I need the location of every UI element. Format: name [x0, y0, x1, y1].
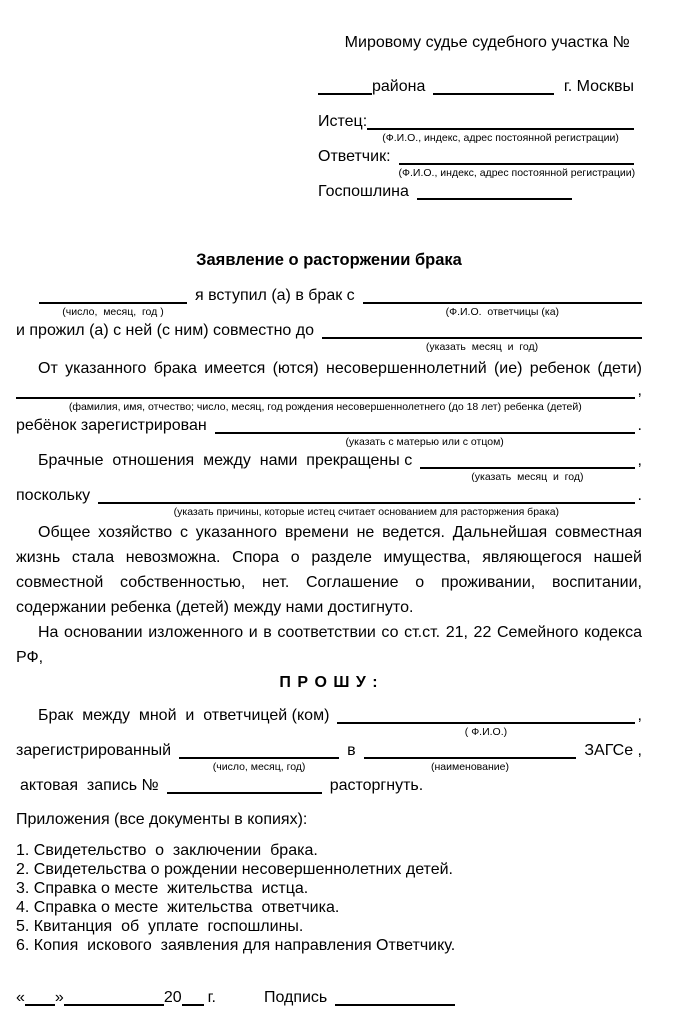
child-registered-period: .: [637, 417, 642, 434]
reason-caption: (указать причины, которые истец считает основанием для расторжения брака): [173, 506, 560, 518]
record-number-line: [16, 775, 642, 797]
signature-blank: [335, 1001, 455, 1006]
request-line1-comma: ,: [637, 707, 642, 724]
marriage-date-line: [16, 285, 642, 318]
attachment-item-4: 4. Справка о месте жительства ответчика.: [16, 899, 340, 916]
year-suffix: г.: [207, 989, 216, 1006]
year-prefix: 20: [163, 989, 182, 1006]
lived-until-blank: [322, 334, 642, 353]
plaintiff-label: Истец:: [318, 113, 368, 130]
defendant-line: [318, 146, 636, 179]
child-registered-caption: (указать с матерью или с отцом): [345, 436, 504, 448]
spouse-name-caption: (Ф.И.О. ответчицы (ка): [445, 306, 560, 318]
attachments-list: [16, 841, 642, 955]
relations-ended-caption: (указать месяц и год): [471, 471, 584, 483]
spouse-name-blank: [363, 299, 642, 318]
dissolve-text: расторгнуть.: [329, 777, 424, 794]
city-label: г. Москвы: [563, 78, 634, 95]
relations-ended-line: [16, 450, 642, 483]
district-line: [318, 76, 634, 98]
quote-close: »: [54, 989, 64, 1006]
reason-blank: [98, 499, 634, 518]
lived-until-caption: (указать месяц и год): [425, 341, 539, 353]
marriage-entered-text: я вступил (а) в брак с: [195, 287, 355, 304]
child-registered-line: [16, 415, 642, 448]
relations-ended-text: Брачные отношения между нами прекращены с: [38, 452, 413, 469]
zags-name-caption: (наименование): [430, 761, 509, 773]
relations-ended-comma: ,: [637, 452, 642, 469]
document-title: Заявление о расторжении брака: [196, 251, 462, 269]
children-names-blank: [16, 394, 635, 413]
signature-label: Подпись: [263, 989, 328, 1006]
month-blank: [64, 1001, 164, 1006]
children-statement-line: От указанного брака имеется (ются) несовершеннолетний (ие) ребенок (дети): [38, 360, 642, 377]
year-blank: [182, 1001, 204, 1006]
child-registered-text: ребёнок зарегистрирован: [16, 417, 207, 434]
child-registered-blank: [215, 429, 635, 448]
record-number-text: актовая запись №: [20, 777, 159, 794]
record-number-blank: [167, 789, 322, 794]
quote-open: «: [16, 989, 25, 1006]
relations-ended-blank: [420, 464, 634, 483]
lived-text: и прожил (а) с ней (с ним) совместно до: [16, 322, 315, 339]
day-blank: [25, 1001, 55, 1006]
defendant-caption: (Ф.И.О., индекс, адрес постоянной регистрации): [398, 167, 636, 179]
district-number-blank: [318, 90, 372, 95]
children-line-comma: ,: [637, 382, 642, 399]
plaintiff-caption: (Ф.И.О., индекс, адрес постоянной регистрации): [382, 132, 619, 144]
request-respondent-line: [16, 705, 642, 738]
request-registration-line: [16, 740, 642, 773]
district-label: района: [372, 78, 426, 95]
attachment-item-5: 5. Квитанция об уплате госпошлины.: [16, 918, 304, 935]
addressee-line: [318, 10, 634, 76]
state-fee-line: [318, 181, 634, 203]
attachment-item-3: 3. Справка о месте жительства истца.: [16, 880, 309, 897]
respondent-name-blank: [337, 719, 634, 738]
reason-line: [16, 485, 642, 518]
state-fee-label: Госпошлина: [318, 183, 409, 200]
lived-until-line: [16, 320, 642, 353]
date-signature-line: [16, 987, 642, 1009]
request-respondent-text: Брак между мной и ответчицей (ком): [38, 707, 330, 724]
attachments-heading: Приложения (все документы в копиях):: [16, 811, 308, 828]
children-names-caption: (фамилия, имя, отчество; число, месяц, год рождения несовершеннолетнего (до 18 лет) ребенка (детей): [68, 401, 582, 413]
statement-paragraph: Общее хозяйство с указанного времени не ведется. Дальнейшая совместная жизнь стала невозможна. Спора о разделе имущества, являющегося нашей совместной собственностью, нет. Соглашение о проживании, воспитании, содержании ребенка (детей) между нами достигнуто.: [16, 524, 642, 616]
plaintiff-name-blank: [367, 125, 634, 144]
attachment-item-6: 6. Копия искового заявления для направления Ответчику.: [16, 937, 456, 954]
marriage-date-blank: [39, 299, 187, 318]
request-heading: П Р О Ш У :: [279, 674, 379, 691]
defendant-name-blank: [398, 160, 636, 179]
registered-word: зарегистрированный: [16, 742, 172, 759]
state-fee-blank: [417, 195, 572, 200]
in-word: в: [347, 742, 356, 759]
addressee-text: Мировому судье судебного участка №: [344, 34, 630, 51]
reason-period: .: [637, 487, 642, 504]
defendant-label: Ответчик:: [318, 148, 391, 165]
zags-name-blank: [364, 754, 577, 773]
registration-date-caption: (число, месяц, год): [212, 761, 306, 773]
marriage-date-caption: (число, месяц, год ): [62, 306, 164, 318]
children-names-line: [16, 380, 642, 413]
respondent-name-caption: ( Ф.И.О.): [464, 726, 508, 738]
reason-text: поскольку: [16, 487, 91, 504]
court-header-block: [318, 10, 634, 203]
legal-basis-paragraph: На основании изложенного и в соответствии со ст.ст. 21, 22 Семейного кодекса РФ,: [16, 624, 642, 666]
zags-word: ЗАГСе ,: [584, 742, 642, 759]
plaintiff-line: [318, 111, 634, 144]
registration-date-blank: [179, 754, 339, 773]
attachment-item-1: 1. Свидетельство о заключении брака.: [16, 842, 318, 859]
attachment-item-2: 2. Свидетельства о рождении несовершеннолетних детей.: [16, 861, 453, 878]
district-name-blank: [433, 90, 553, 95]
